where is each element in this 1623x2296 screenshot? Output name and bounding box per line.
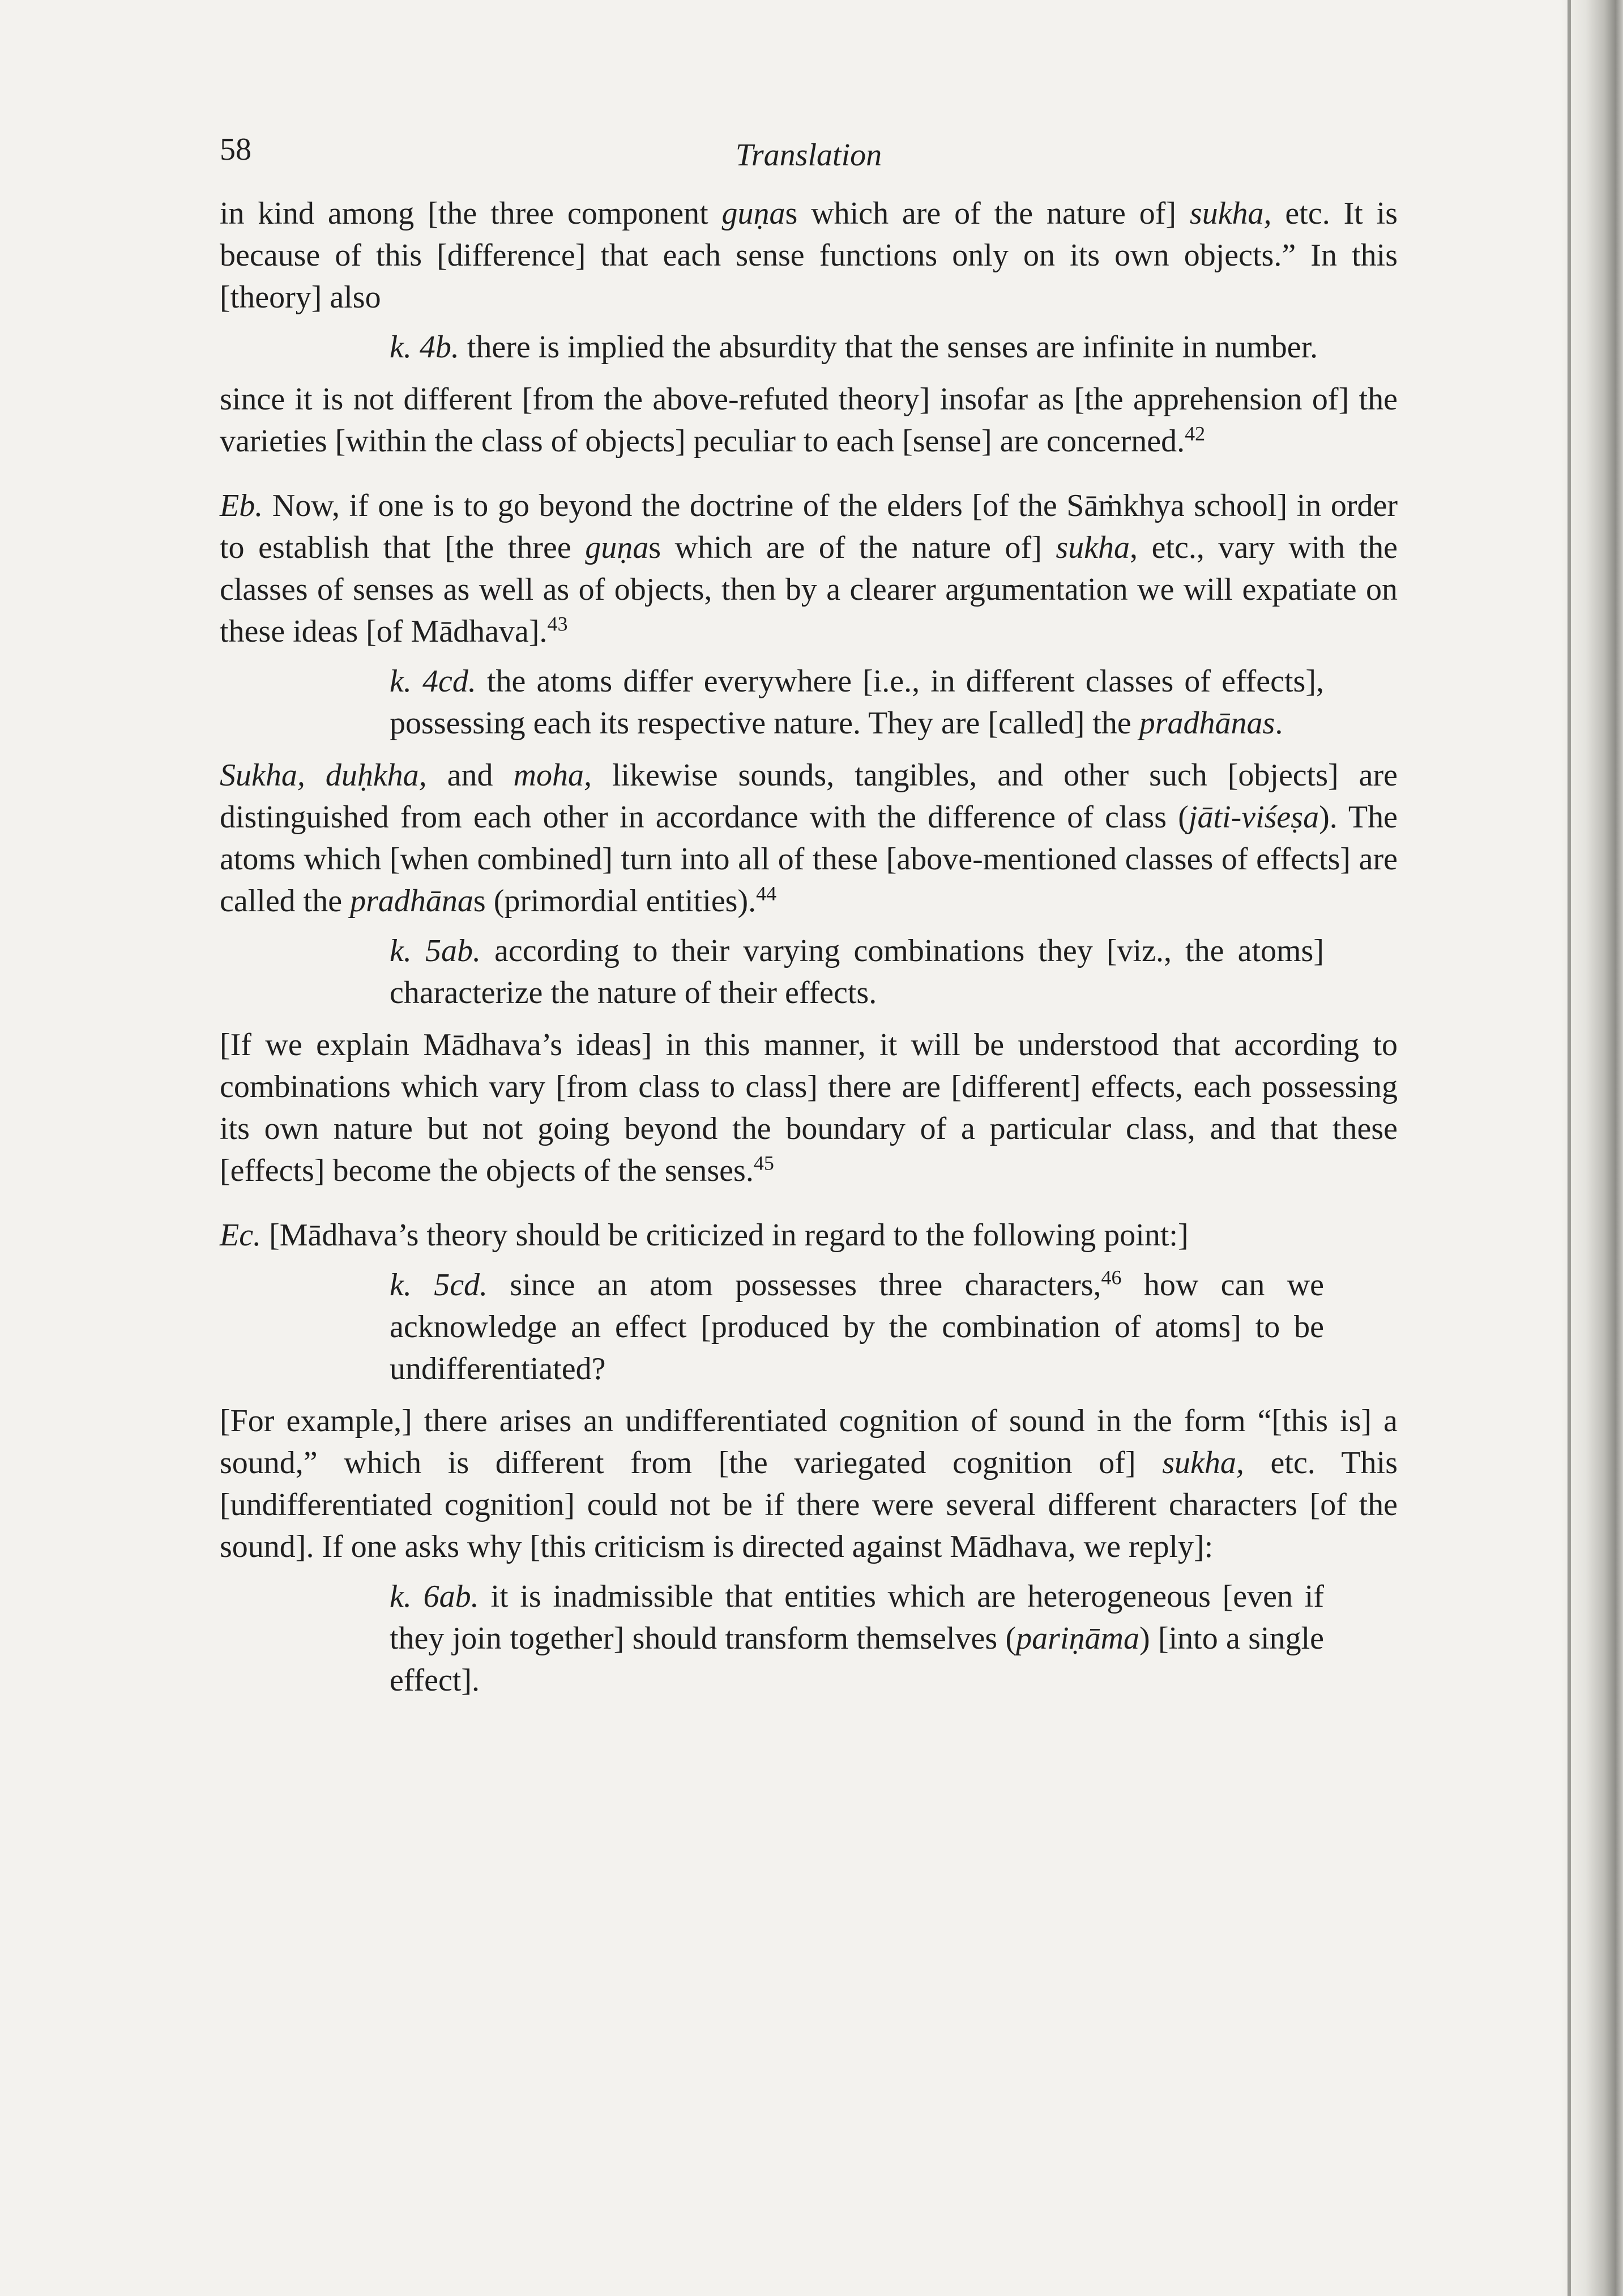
page-number: 58	[220, 132, 251, 167]
italic-term: pradhānas	[1139, 706, 1275, 741]
italic-term: Ec.	[220, 1218, 262, 1253]
text-run: since it is not different [from the above-refuted theory] insofar as [the apprehension of] the varieties [within the class of objects] peculiar to each [sense] are concerned.	[220, 382, 1398, 459]
karika-5cd	[390, 1264, 1324, 1390]
karika-5ab	[390, 930, 1324, 1014]
paragraph-1	[220, 193, 1398, 318]
text-run: ) [into a single effect].	[390, 1621, 1324, 1698]
page-content	[220, 131, 1398, 1701]
karika-4cd	[390, 660, 1324, 744]
text-run: etc. It is because of this [difference] that each sense functions only on its own objects.” In this [theory] also	[220, 196, 1398, 315]
italic-term: guṇa	[585, 530, 649, 565]
italic-term: k. 4b.	[390, 330, 459, 365]
italic-term: k. 6ab.	[390, 1579, 479, 1614]
footnote-ref: 45	[753, 1151, 774, 1175]
text-run: s (primordial entities).	[473, 884, 757, 919]
footnote-ref: 43	[547, 612, 568, 635]
footnote-ref: 42	[1185, 422, 1206, 445]
text-run: according to their varying combinations they [viz., the atoms] characterize the nature of their effects.	[390, 933, 1324, 1010]
running-head	[220, 131, 1398, 177]
italic-term: guṇa	[721, 196, 785, 231]
text-run: in kind among [the three component	[220, 196, 722, 231]
italic-term: moha,	[513, 758, 592, 793]
text-run: [For example,] there arises an undifferentiated cognition of sound in the form “[this is] a sound,” which is different from [the variegated cognition of]	[220, 1403, 1398, 1480]
italic-term: sukha,	[1162, 1445, 1244, 1480]
footnote-ref: 44	[756, 882, 777, 905]
italic-term: sukha,	[1189, 196, 1272, 231]
italic-term: Eb.	[220, 488, 263, 523]
running-title: Translation	[735, 138, 882, 173]
paragraph-7	[220, 1400, 1398, 1568]
italic-term: Sukha, duḥkha,	[220, 758, 427, 793]
text-run: s which are of the nature of]	[785, 196, 1190, 231]
italic-term: pradhāna	[350, 884, 473, 919]
text-run: s which are of the nature of]	[648, 530, 1056, 565]
text-run: since an atom possesses three characters,	[488, 1268, 1101, 1303]
paragraph-2	[220, 378, 1398, 462]
text-run: .	[1275, 706, 1283, 741]
text-run: how can we acknowledge an effect [produced by the combination of atoms] to be undifferentiated?	[390, 1268, 1325, 1386]
text-run: there is implied the absurdity that the senses are infinite in number.	[459, 330, 1318, 365]
page-binding-edge	[1568, 0, 1571, 2296]
text-run: ). The atoms which [when combined] turn into all of these [above-mentioned classes of effects] are called the	[220, 800, 1398, 919]
italic-term: k. 5cd.	[390, 1268, 488, 1303]
text-run: Now, if one is to go beyond the doctrine of the elders [of the Sāṁkhya school] in order to establish that [the three	[220, 488, 1398, 565]
italic-term: jāti-viśeṣa	[1188, 800, 1319, 835]
text-run: it is inadmissible that entities which are heterogeneous [even if they join together] should transform themselves (	[390, 1579, 1324, 1656]
italic-term: sukha	[1056, 530, 1130, 565]
paragraph-ec	[220, 1214, 1398, 1256]
italic-term: k. 4cd.	[390, 664, 476, 699]
text-run: [Mādhava’s theory should be criticized in regard to the following point:]	[261, 1218, 1189, 1253]
italic-term: k. 5ab.	[390, 933, 481, 968]
text-run: the atoms differ everywhere [i.e., in different classes of effects], possessing each its respective nature. They are [called] the	[390, 664, 1324, 741]
text-run: likewise sounds, tangibles, and other such [objects] are distinguished from each other in accordance with the difference of class (	[220, 758, 1398, 835]
paragraph-4	[220, 754, 1398, 922]
text-run: etc. This [undifferentiated cognition] could not be if there were several different characters [of the sound]. If one asks why [this criticism is directed against Mādhava, we reply]:	[220, 1445, 1398, 1564]
paragraph-eb	[220, 485, 1398, 652]
karika-4b	[390, 326, 1324, 368]
italic-term: pariṇāma	[1016, 1621, 1139, 1656]
text-run: , etc., vary with the classes of senses as well as of objects, then by a clearer argumentation we will expatiate on these ideas [of Mādhava].	[220, 530, 1398, 649]
text-run: [If we explain Mādhava’s ideas] in this manner, it will be understood that according to combinations which vary [from class to class] there are [different] effects, each possessing its own nature but not going beyond the boundary of a particular class, and that these [effects] become the objects of the senses.	[220, 1027, 1398, 1188]
paragraph-5	[220, 1024, 1398, 1192]
text-run: and	[426, 758, 514, 793]
karika-6ab	[390, 1576, 1324, 1701]
footnote-ref: 46	[1101, 1266, 1122, 1289]
